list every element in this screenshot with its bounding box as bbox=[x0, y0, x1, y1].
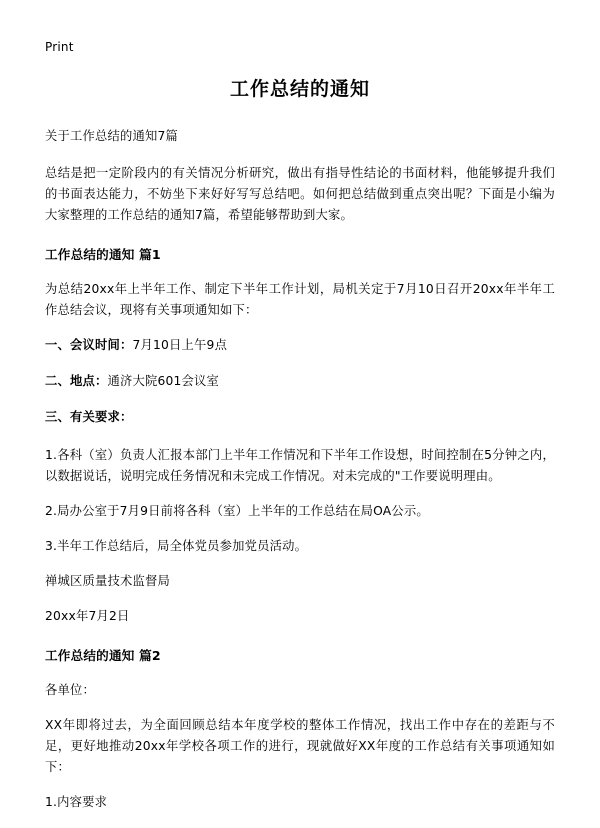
section-heading-1: 工作总结的通知 篇1 bbox=[45, 247, 161, 262]
section-1-signature: 禅城区质量技术监督局 bbox=[45, 574, 170, 588]
section-1-item-1 bbox=[45, 335, 555, 356]
section-1-item-2-text: 通济大院601会议室 bbox=[107, 374, 220, 388]
section-1-requirement-1: 1.各科（室）负责人汇报本部门上半年工作情况和下半年工作设想，时间控制在5分钟之内，以数据说话，说明完成任务情况和未完成工作情况。对未完成的"工作要说明理由。 bbox=[45, 448, 555, 483]
section-1-paragraph-1: 为总结20xx年上半年工作、制定下半年工作计划，局机关定于7月10日召开20xx年半年工作总结会议，现将有关事项通知如下： bbox=[45, 282, 555, 317]
document-intro: 总结是把一定阶段内的有关情况分析研究，做出有指导性结论的书面材料，他能够提升我们的书面表达能力，不妨坐下来好好写写总结吧。如何把总结做到重点突出呢？下面是小编为大家整理的工作总结的通知7篇，希望能够帮助到大家。 bbox=[45, 166, 555, 222]
print-button[interactable]: Print bbox=[45, 40, 74, 54]
section-2-paragraph-1: 各单位： bbox=[45, 683, 95, 697]
document-subtitle: 关于工作总结的通知7篇 bbox=[45, 129, 178, 143]
page-title: 工作总结的通知 bbox=[229, 78, 370, 100]
section-1-requirement-2: 2.局办公室于7月9日前将各科（室）上半年的工作总结在局OA公示。 bbox=[45, 504, 429, 518]
section-heading-2: 工作总结的通知 篇2 bbox=[45, 648, 161, 663]
section-1-item-3 bbox=[45, 407, 555, 428]
section-1-item-3-lead: 三、有关要求： bbox=[45, 410, 133, 424]
section-1-date: 20xx年7月2日 bbox=[45, 609, 130, 623]
section-2-paragraph-2: XX年即将过去，为全面回顾总结本年度学校的整体工作情况，找出工作中存在的差距与不足，更好地推动20xx年学校各项工作的进行，现就做好XX年度的工作总结有关事项通知如下： bbox=[45, 718, 555, 774]
section-1-item-2-lead: 二、地点： bbox=[45, 374, 108, 388]
section-1-item-1-lead: 一、会议时间： bbox=[45, 338, 133, 352]
section-1-item-2 bbox=[45, 371, 555, 392]
section-1-item-1-text: 7月10日上午9点 bbox=[132, 338, 228, 352]
section-2-paragraph-3: 1.内容要求 bbox=[45, 795, 108, 809]
section-1-requirement-3: 3.半年工作总结后，局全体党员参加党员活动。 bbox=[45, 539, 308, 553]
